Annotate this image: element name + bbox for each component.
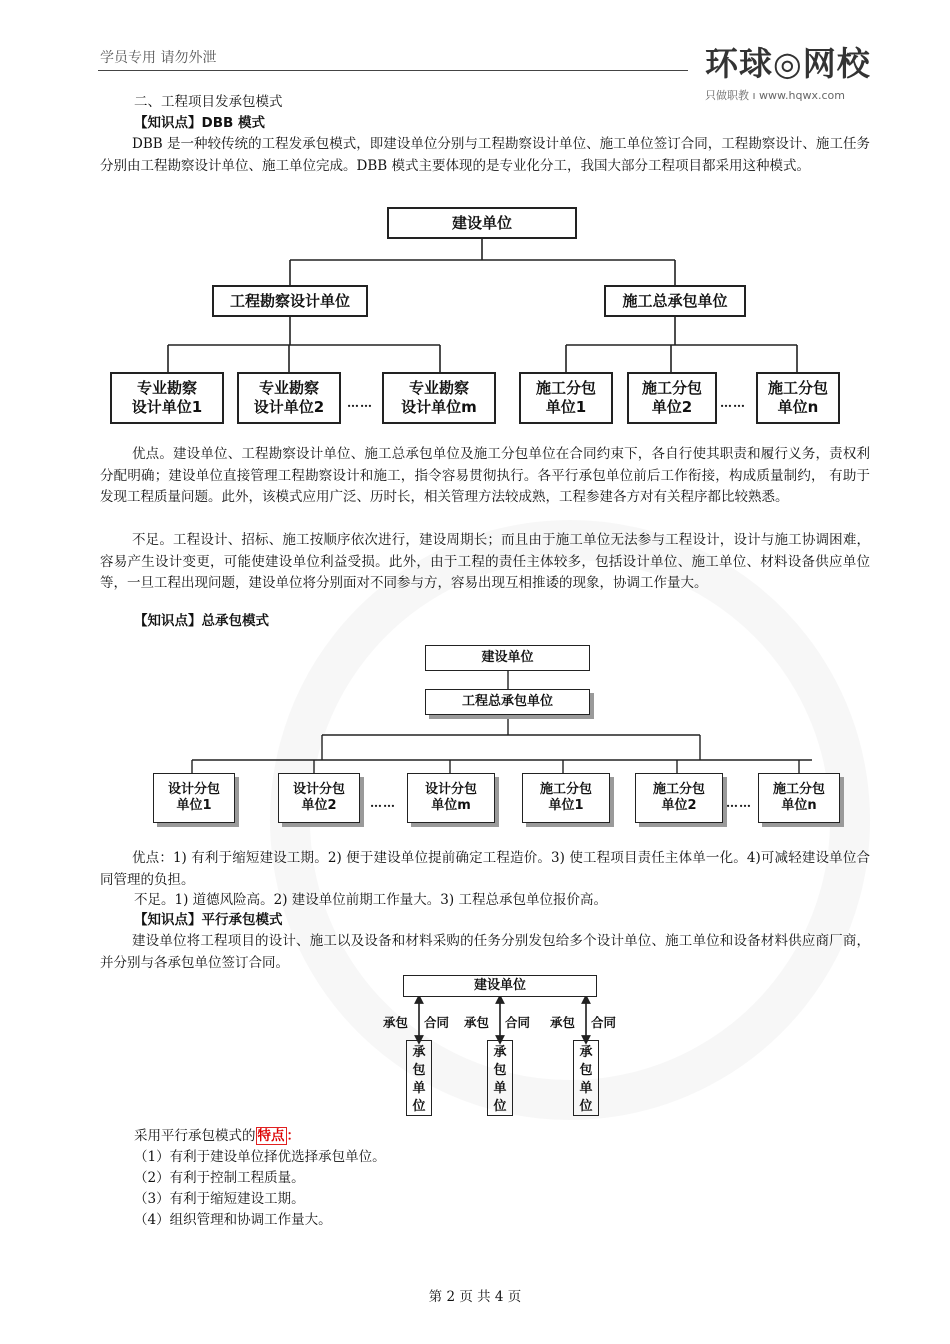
gc-leaf-5: 施工分包 单位2 bbox=[635, 773, 723, 823]
parallel-feature-3: （3）有利于缩短建设工期。 bbox=[134, 1191, 305, 1207]
dbb-leaf-4: 施工分包 单位1 bbox=[519, 372, 613, 424]
parallel-feature-2: （2）有利于控制工程质量。 bbox=[134, 1170, 305, 1186]
dbb-heading: 【知识点】DBB 模式 bbox=[134, 115, 265, 131]
parallel-label-contract-3: 承包 bbox=[550, 1015, 576, 1030]
gc-cons: 不足。1) 道德风险高。2) 建设单位前期工作量大。3) 工程总承包单位报价高。 bbox=[134, 892, 607, 908]
parallel-feature-4: （4）组织管理和协调工作量大。 bbox=[134, 1212, 332, 1228]
dbb-gc-box: 施工总承包单位 bbox=[604, 285, 746, 317]
unit-char: 承 bbox=[493, 1045, 507, 1060]
unit-char: 承 bbox=[412, 1045, 426, 1060]
parallel-unit-2 bbox=[487, 1040, 513, 1116]
dbb-ellipsis-left: …… bbox=[347, 396, 373, 410]
unit-char: 位 bbox=[579, 1099, 593, 1114]
parallel-features-intro bbox=[134, 1126, 300, 1147]
dbb-ellipsis-right: …… bbox=[720, 396, 746, 410]
features-highlight: 特点 bbox=[257, 1128, 285, 1144]
parallel-label-contract-2: 承包 bbox=[464, 1015, 490, 1030]
dbb-intro: DBB 是一种较传统的工程发承包模式，即建设单位分别与工程勘察设计单位、施工单位签订合同，工程勘察设计、施工任务分别由工程勘察设计单位、施工单位完成。DBB 模式主要体现的是专业化分工，我国大部分工程项目都采用这种模式。 bbox=[100, 136, 870, 174]
parallel-unit-3 bbox=[573, 1040, 599, 1116]
gc-leaf-6: 施工分包 单位n bbox=[758, 773, 840, 823]
unit-char: 包 bbox=[493, 1063, 507, 1078]
unit-char: 包 bbox=[412, 1063, 426, 1078]
parallel-label-contract-1: 承包 bbox=[383, 1015, 409, 1030]
parallel-heading: 【知识点】平行承包模式 bbox=[134, 912, 283, 928]
unit-char: 包 bbox=[579, 1063, 593, 1078]
unit-char: 单 bbox=[579, 1081, 593, 1096]
unit-char: 位 bbox=[412, 1099, 426, 1114]
page-footer: 第 2 页 共 4 页 bbox=[428, 1289, 522, 1305]
parallel-feature-1: （1）有利于建设单位择优选择承包单位。 bbox=[134, 1149, 386, 1165]
parallel-label-agreement-3: 合同 bbox=[591, 1015, 617, 1030]
parallel-unit-1 bbox=[406, 1040, 432, 1116]
unit-char: 单 bbox=[493, 1081, 507, 1096]
unit-char: 承 bbox=[579, 1045, 593, 1060]
gc-leaf-4: 施工分包 单位1 bbox=[522, 773, 610, 823]
section-title: 二、工程项目发承包模式 bbox=[134, 94, 283, 110]
gc-contractor-box: 工程总承包单位 bbox=[425, 689, 590, 715]
gc-ellipsis-right: …… bbox=[726, 796, 752, 810]
dbb-cons: 不足。工程设计、招标、施工按顺序依次进行，建设周期长；而且由于施工单位无法参与工程设计，设计与施工协调困难，容易产生设计变更，可能使建设单位利益受损。此外，由于工程的责任主体较多，包括设计单位、施工单位、材料设备供应单位等，一旦工程出现问题，建设单位将分别面对不同参与方，容易出现互相推诿的现象，协调工作量大。 bbox=[100, 532, 870, 591]
dbb-leaf-1: 专业勘察 设计单位1 bbox=[110, 372, 224, 424]
gc-leaf-1: 设计分包 单位1 bbox=[153, 773, 235, 823]
gc-leaf-3: 设计分包 单位m bbox=[407, 773, 495, 823]
unit-char: 单 bbox=[412, 1081, 426, 1096]
logo-subtitle: 只做职教 ı www.hqwx.com bbox=[705, 89, 845, 102]
features-prefix: 采用平行承包模式的 bbox=[134, 1128, 256, 1144]
header-confidential-text: 学员专用 请勿外泄 bbox=[100, 50, 217, 66]
parallel-label-agreement-1: 合同 bbox=[424, 1015, 450, 1030]
parallel-owner-box: 建设单位 bbox=[403, 975, 597, 997]
features-colon: ： bbox=[286, 1128, 300, 1144]
dbb-design-box: 工程勘察设计单位 bbox=[212, 285, 368, 317]
gc-pros: 优点：1) 有利于缩短建设工期。2) 便于建设单位提前确定工程造价。3) 使工程项目责任主体单一化。4)可减轻建设单位合同管理的负担。 bbox=[100, 850, 870, 888]
dbb-pros: 优点。建设单位、工程勘察设计单位、施工总承包单位及施工分包单位在合同约束下，各自行使其职责和履行义务，责权利分配明确；建设单位直接管理工程勘察设计和施工，指令容易贯彻执行。各平行承包单位前后工作衔接，构成质量制约， 有助于发现工程质量问题。此外，该模式应用广泛、历时长，相关管理方法较成熟，工程参建各方对有关程序都比较熟悉。 bbox=[100, 446, 870, 505]
gc-owner-box: 建设单位 bbox=[425, 645, 590, 671]
dbb-leaf-6: 施工分包 单位n bbox=[756, 372, 840, 424]
unit-char: 位 bbox=[493, 1099, 507, 1114]
gc-ellipsis-left: …… bbox=[370, 796, 396, 810]
parallel-label-agreement-2: 合同 bbox=[505, 1015, 531, 1030]
gc-leaf-2: 设计分包 单位2 bbox=[278, 773, 360, 823]
parallel-intro: 建设单位将工程项目的设计、施工以及设备和材料采购的任务分别发包给多个设计单位、施工单位和设备材料供应商厂商，并分别与各承包单位签订合同。 bbox=[100, 933, 870, 971]
logo-title: 环球◎网校 bbox=[705, 44, 871, 83]
dbb-leaf-3: 专业勘察 设计单位m bbox=[382, 372, 496, 424]
gc-heading: 【知识点】总承包模式 bbox=[134, 613, 269, 629]
dbb-leaf-2: 专业勘察 设计单位2 bbox=[237, 372, 341, 424]
dbb-owner-box: 建设单位 bbox=[387, 207, 577, 239]
dbb-leaf-5: 施工分包 单位2 bbox=[627, 372, 717, 424]
